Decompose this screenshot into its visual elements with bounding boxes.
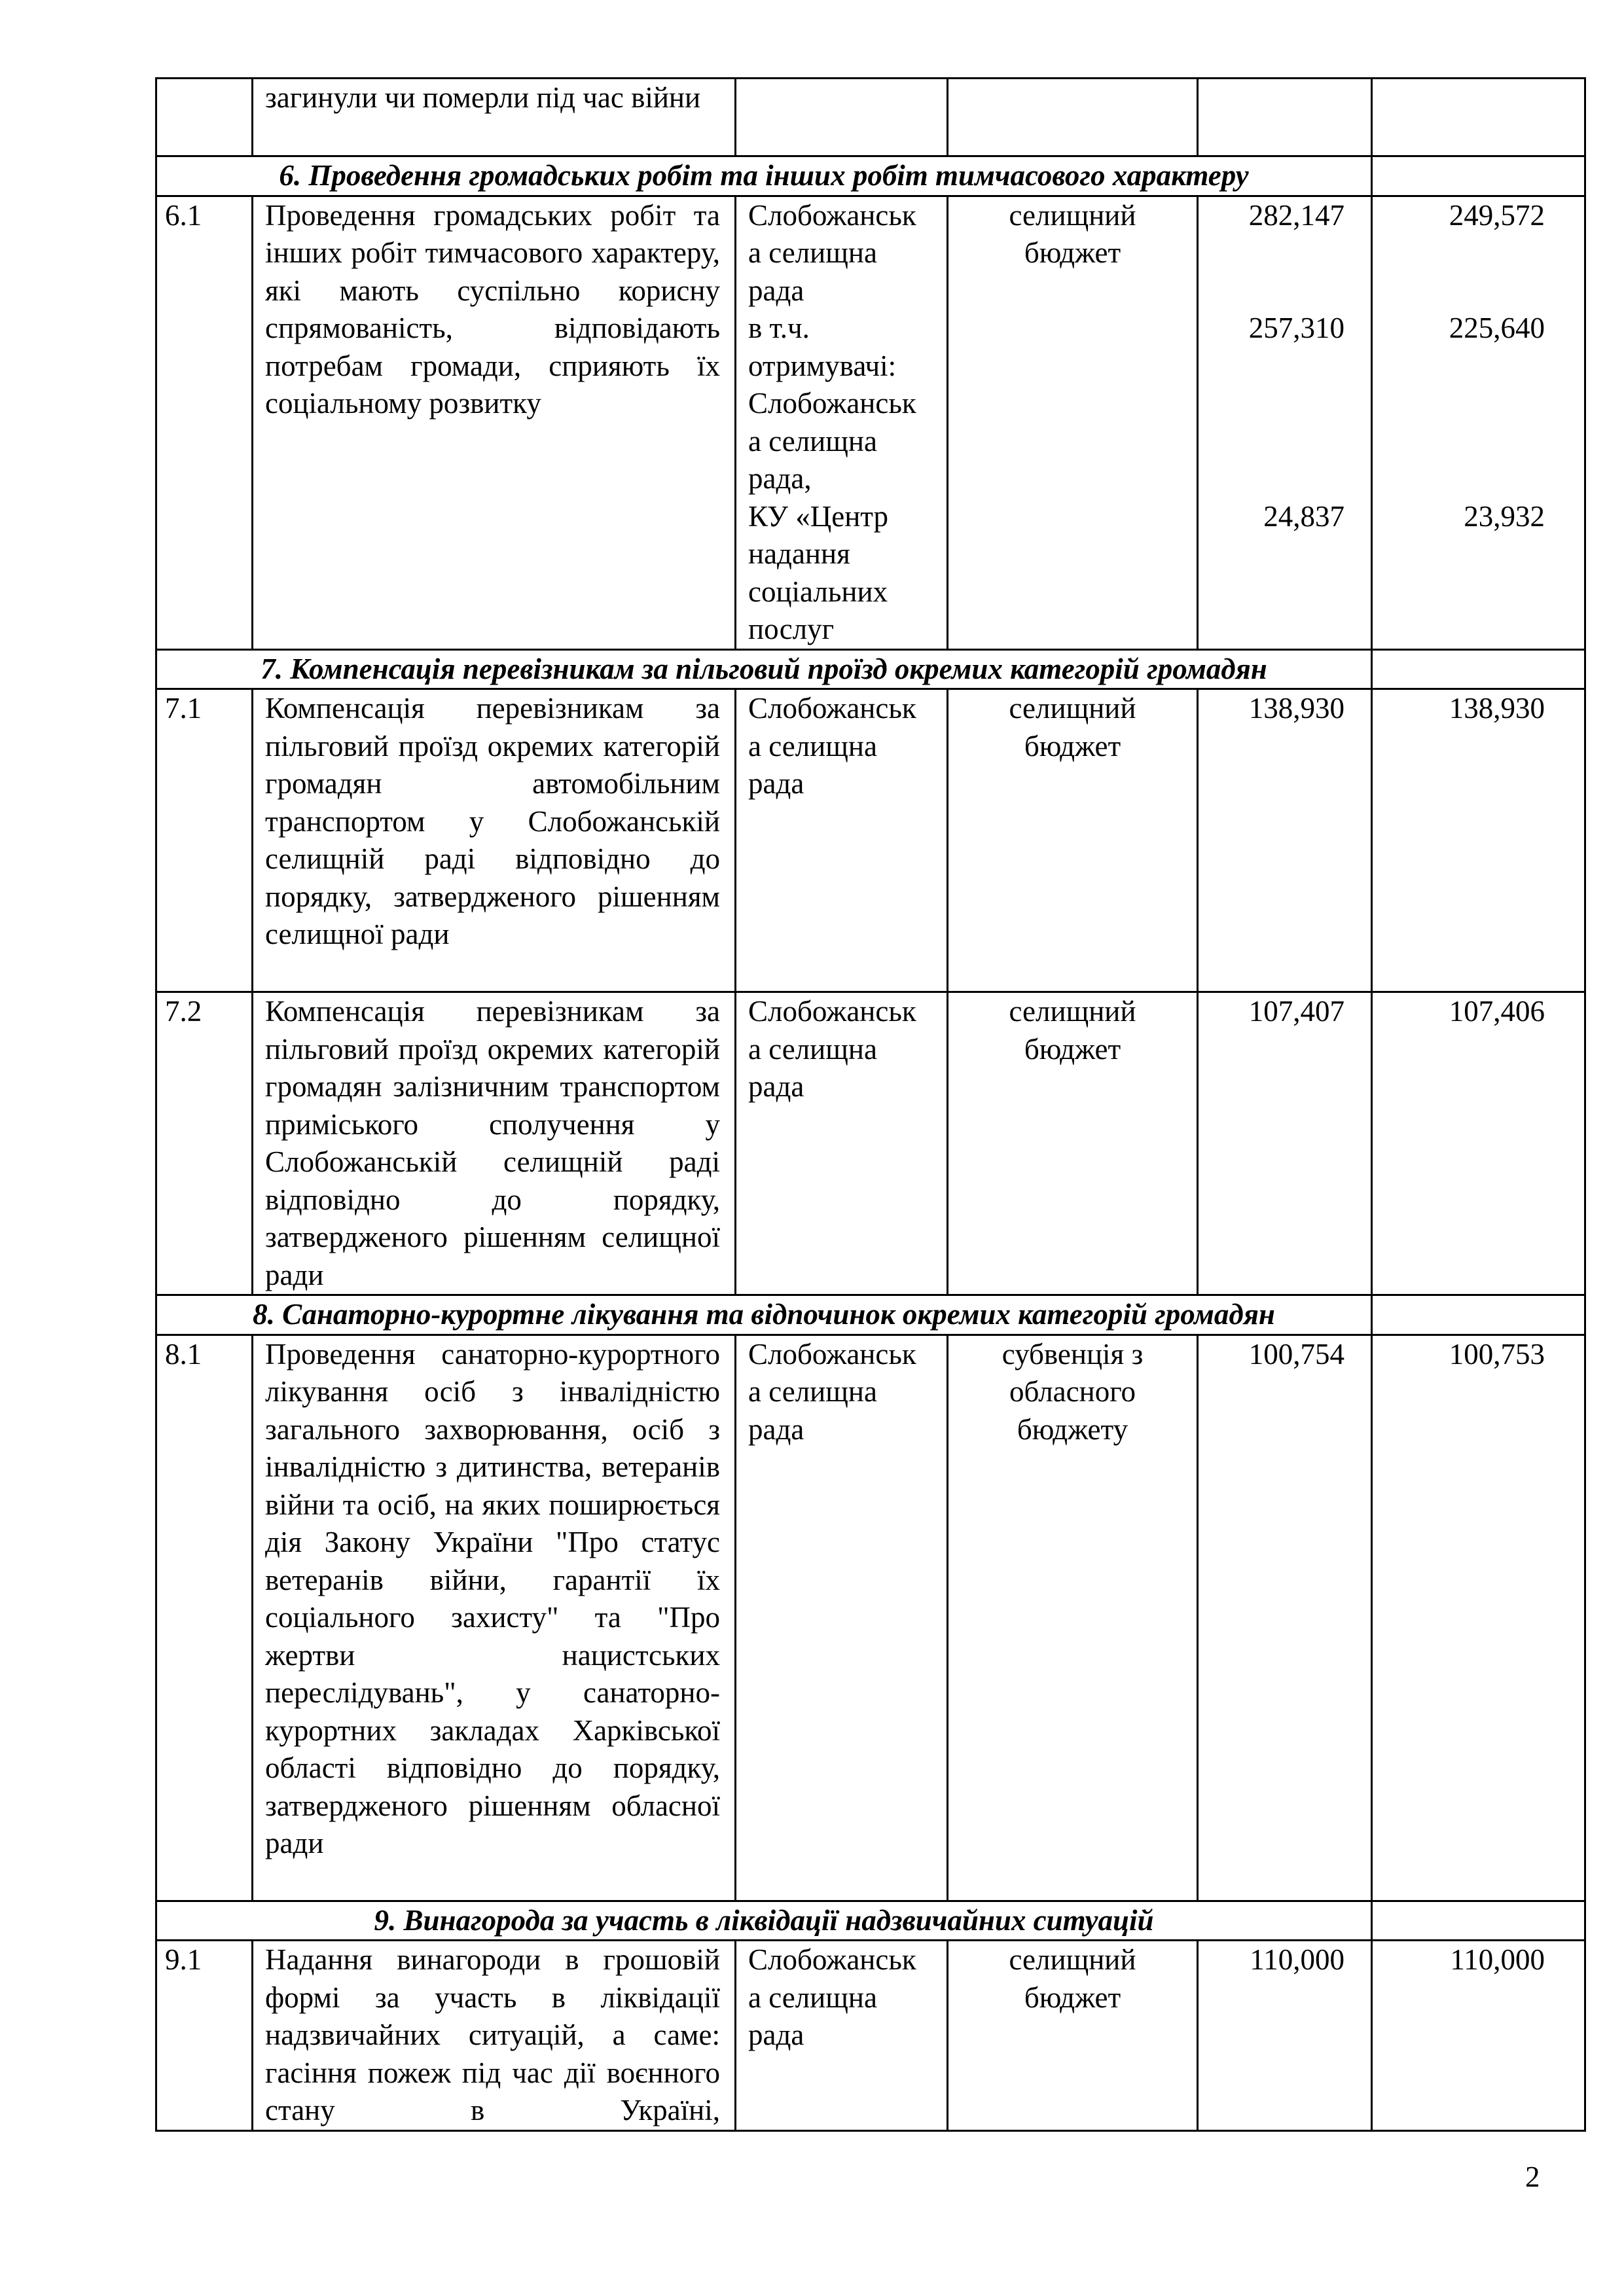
recipient: Слобожанськ а селищна рада <box>736 1941 948 2131</box>
table-row <box>156 1941 1585 2131</box>
item-number <box>156 79 253 156</box>
item-number: 8.1 <box>156 1335 253 1901</box>
section-title: 8. Санаторно-курортне лікування та відпочинок окремих категорій громадян <box>156 1295 1372 1335</box>
recipient: Слобожанськ а селищна рада <box>736 992 948 1295</box>
table-row <box>156 689 1585 992</box>
empty-cell <box>1372 156 1585 196</box>
item-number: 7.1 <box>156 689 253 992</box>
planned-amount: 257,310 <box>1248 312 1344 344</box>
table-row <box>156 79 1585 156</box>
section-header-row <box>156 156 1585 196</box>
actual-amount-cell <box>1372 689 1585 992</box>
table-row <box>156 992 1585 1295</box>
planned-amount: 138,930 <box>1248 692 1344 725</box>
empty-cell <box>1372 1901 1585 1941</box>
section-title: 6. Проведення громадських робіт та інших робіт тимчасового характеру <box>156 156 1372 196</box>
section-header-row <box>156 1901 1585 1941</box>
planned-amount-cell <box>1198 689 1372 992</box>
actual-amount: 110,000 <box>1450 1943 1545 1976</box>
item-description: Компенсація перевізникам за пільговий проїзд окремих категорій громадян залізничним транспортом приміського сполучення у Слобожанській селищній раді відповідно до порядку, затвердженого рішенням селищної ради <box>253 992 736 1295</box>
item-description: Проведення громадських робіт та інших робіт тимчасового характеру, які мають суспільно корисну спрямованість, відповідають потребам громади, сприяють їх соціальному розвитку <box>253 196 736 649</box>
funding-source <box>948 79 1198 156</box>
item-number: 7.2 <box>156 992 253 1295</box>
item-description: Надання винагороди в грошовій формі за участь в ліквідації надзвичайних ситуацій, а саме: гасіння пожеж під час дії воєнного стану в Україні, <box>253 1941 736 2131</box>
planned-amount-cell <box>1198 1335 1372 1901</box>
section-title: 9. Винагорода за участь в ліквідації надзвичайних ситуацій <box>156 1901 1372 1941</box>
page-number: 2 <box>1525 2161 1540 2193</box>
planned-amount-cell <box>1198 992 1372 1295</box>
actual-amount: 100,753 <box>1449 1337 1545 1371</box>
program-table <box>155 77 1586 2132</box>
section-header-row <box>156 649 1585 689</box>
actual-amount-cell <box>1372 1941 1585 2131</box>
actual-amount-cell <box>1372 992 1585 1295</box>
empty-cell <box>1372 649 1585 689</box>
item-description: Проведення санаторно-курортного лікування осіб з інвалідністю загального захворювання, осіб з інвалідністю з дитинства, ветеранів війни та осіб, на яких поширюється дія Закону України "Про статус ветеранів війни, гарантії їх соціального захисту" та "Про жертви нацистських переслідувань", у санаторно-курортних закладах Харківської області відповідно до порядку, затвердженого рішенням обласної ради <box>253 1335 736 1901</box>
recipient <box>736 79 948 156</box>
actual-amount-cell <box>1372 79 1585 156</box>
recipient: Слобожанськ а селищна рада <box>736 1335 948 1901</box>
planned-amount: 24,837 <box>1263 499 1344 533</box>
planned-amount-cell <box>1198 196 1372 649</box>
planned-amount-cell <box>1198 79 1372 156</box>
funding-source: субвенція з обласного бюджету <box>948 1335 1198 1901</box>
funding-source: селищний бюджет <box>948 196 1198 649</box>
funding-source: селищний бюджет <box>948 992 1198 1295</box>
empty-cell <box>1372 1295 1585 1335</box>
item-description: Компенсація перевізникам за пільговий проїзд окремих категорій громадян автомобільним транспортом у Слобожанській селищній раді відповідно до порядку, затвердженого рішенням селищної ради <box>253 689 736 992</box>
planned-amount-cell <box>1198 1941 1372 2131</box>
item-number: 9.1 <box>156 1941 253 2131</box>
planned-amount: 282,147 <box>1248 198 1344 232</box>
funding-source: селищний бюджет <box>948 1941 1198 2131</box>
recipient: Слобожанськ а селищна рада <box>736 689 948 992</box>
table-row <box>156 1335 1585 1901</box>
recipient: Слобожанськ а селищна рада в т.ч. отримувачі: Слобожанськ а селищна рада, КУ «Центр надання соціальних послуг <box>736 196 948 649</box>
actual-amount-cell <box>1372 1335 1585 1901</box>
funding-source: селищний бюджет <box>948 689 1198 992</box>
planned-amount: 110,000 <box>1250 1943 1344 1976</box>
section-header-row <box>156 1295 1585 1335</box>
planned-amount: 107,407 <box>1248 995 1344 1028</box>
actual-amount-cell <box>1372 196 1585 649</box>
planned-amount: 100,754 <box>1248 1337 1344 1371</box>
actual-amount: 107,406 <box>1449 995 1545 1028</box>
table-row <box>156 196 1585 649</box>
item-number: 6.1 <box>156 196 253 649</box>
actual-amount: 23,932 <box>1464 499 1545 533</box>
section-title: 7. Компенсація перевізникам за пільговий проїзд окремих категорій громадян <box>156 649 1372 689</box>
actual-amount: 138,930 <box>1449 692 1545 725</box>
item-description: загинули чи померли під час війни <box>253 79 736 156</box>
actual-amount: 249,572 <box>1449 198 1545 232</box>
actual-amount: 225,640 <box>1449 312 1545 344</box>
